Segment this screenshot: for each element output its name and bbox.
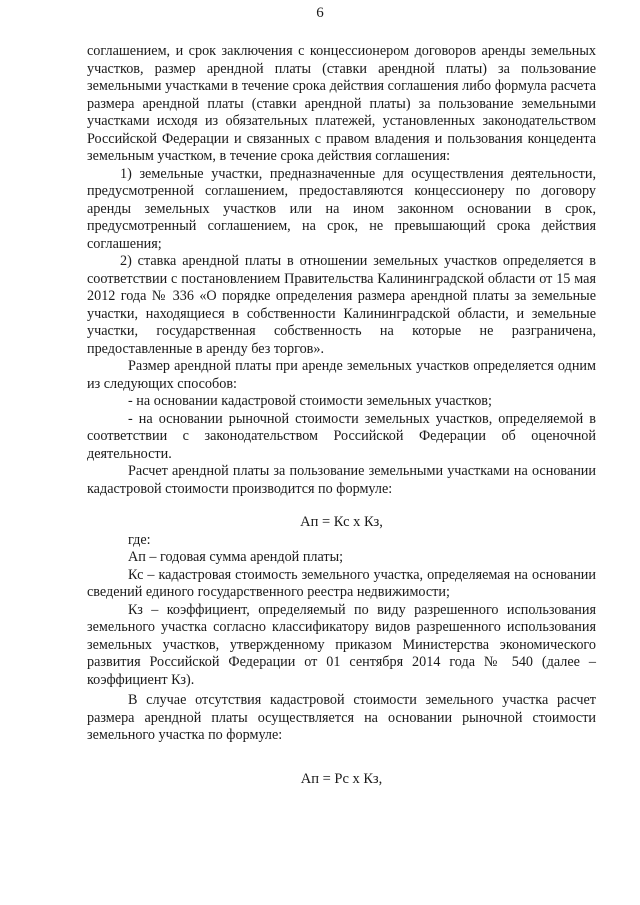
- definition-kz: Кз – коэффициент, определяемый по виду разрешенного использования земельного участка согласно классификатору видов разрешенного использования земельных участков, утвержденному приказом Министерства экономического развития Российской Федерации от 01 сентября 2014 года № 540 (далее – коэффициент Кз).: [87, 601, 596, 688]
- method-cadastral: - на основании кадастровой стоимости земельных участков;: [128, 393, 492, 409]
- page-number: 6: [316, 5, 324, 21]
- method-market: - на основании рыночной стоимости земельных участков, определяемой в соответствии с законодательством Российской Федерации об оценочной деятельности.: [87, 410, 596, 462]
- paragraph-rent-methods: Размер арендной платы при аренде земельных участков определяется одним из следующих способов:: [87, 358, 596, 392]
- paragraph-continuation: соглашением, и срок заключения с концессионером договоров аренды земельных участков, размер арендной платы (ставки арендной платы) за пользование земельными участками в течение срока действия соглашения либо формула расчета размера арендной платы (ставки арендной платы) за пользование земельными участками исходя из обязательных платежей, установленных законодательством Российской Федерации и связанных с правом владения и пользования концедента земельным участком, в течение срока действия соглашения:: [87, 43, 596, 164]
- list-item-2: 2) ставка арендной платы в отношении земельных участков определяется в соответствии с постановлением Правительства Калининградской области от 15 мая 2012 года № 336 «О порядке определения размера арендной платы за земельные участки, находящиеся в собственности Калининградской области, и земельные участки, государственная собственность на которые не разграничена, предоставленные в аренду без торгов».: [87, 253, 596, 357]
- formula-market: Ап = Рс х Кз,: [300, 770, 383, 787]
- paragraph-cadastral-formula-intro: Расчет арендной платы за пользование земельными участками на основании кадастровой стоимости производится по формуле:: [87, 463, 596, 497]
- document-body: [87, 43, 596, 788]
- paragraph-market-formula-intro: В случае отсутствия кадастровой стоимости земельного участка расчет размера арендной платы осуществляется на основании рыночной стоимости земельного участка по формуле:: [87, 692, 596, 743]
- list-item-1: 1) земельные участки, предназначенные для осуществления деятельности, предусмотренной соглашением, предоставляются концессионеру по договору аренды земельных участков или на ином законном основании в срок, предусмотренный соглашением, на срок, не превышающий срока действия соглашения;: [87, 165, 596, 252]
- formula-cadastral: Ап = Кс х Кз,: [300, 514, 383, 530]
- definition-ap: Ап – годовая сумма арендой платы;: [128, 549, 344, 565]
- definition-where: где:: [128, 531, 151, 548]
- definition-kc: Кс – кадастровая стоимость земельного участка, определяемая на основании сведений единого государственного реестра недвижимости;: [87, 566, 596, 600]
